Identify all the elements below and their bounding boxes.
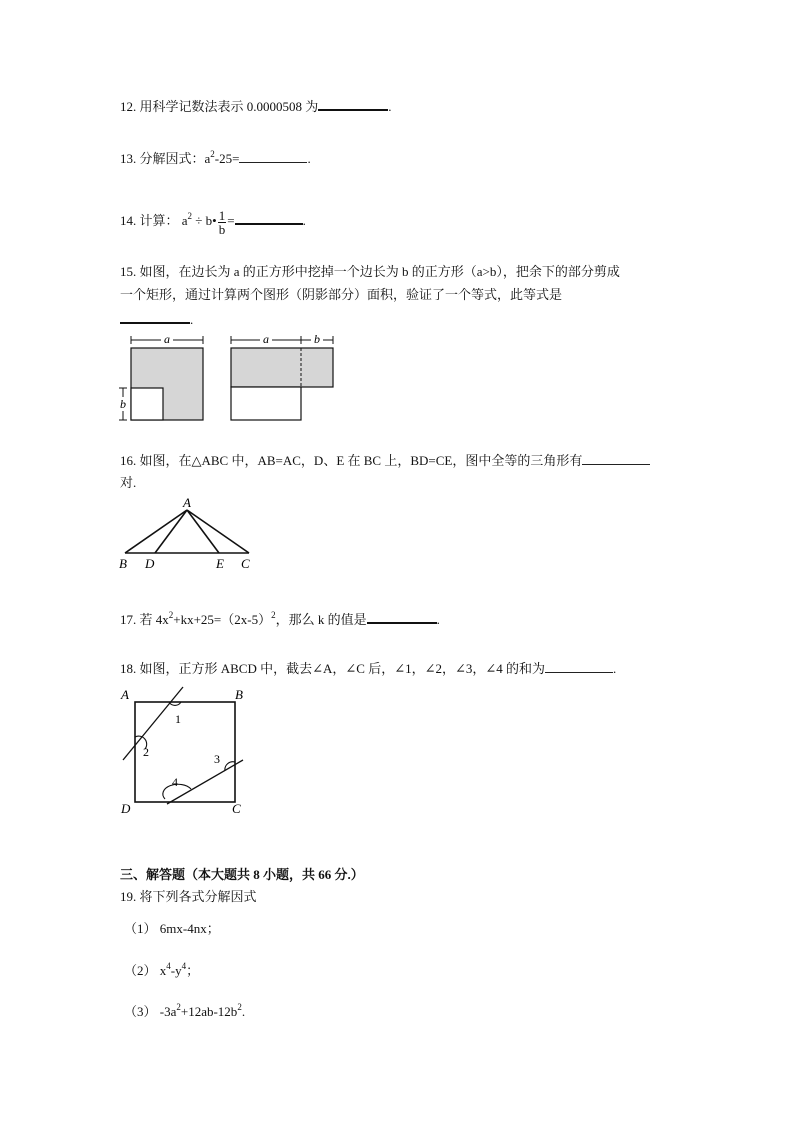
vertex-C: C	[232, 801, 241, 816]
vertex-A: A	[121, 687, 129, 702]
answer-blank[interactable]	[318, 96, 388, 111]
label-a: a	[164, 332, 170, 346]
question-14: 14. 计算： $a^2$ ÷ b• $\frac{1}{b}$ = .	[120, 207, 306, 237]
question-12: 12. 用科学记数法表示 0.0000508 为 .	[120, 96, 392, 116]
question-text: 如图，在△ABC 中，AB=AC，D、E 在 BC 上，BD=CE，图中全等的三角形有	[139, 453, 583, 468]
question-15	[120, 263, 620, 281]
vertex-D: D	[121, 801, 131, 816]
cut-line-C	[167, 760, 243, 804]
point-E: E	[216, 556, 224, 571]
answer-blank[interactable]	[367, 609, 437, 624]
answer-blank[interactable]	[235, 210, 303, 225]
cut-line-A	[123, 687, 183, 760]
answer-blank[interactable]	[545, 659, 613, 673]
angle-1: 1	[175, 712, 181, 726]
question-17: 17. 若 $4x^2+kx+25=(2x-5)^2$，那么 k 的值是 .	[120, 610, 440, 627]
question-16-line2: 对.	[120, 475, 137, 490]
vertex-B: B	[119, 556, 127, 571]
answer-blank[interactable]	[120, 309, 190, 324]
q19-part-1: （1） 6mx-4nx；	[124, 921, 220, 936]
question-number: 18.	[120, 661, 137, 676]
point-D: D	[145, 556, 155, 571]
answer-blank[interactable]	[239, 149, 307, 163]
q19-part-3: （3） $-3a^2+12ab-12b^2$.	[124, 1002, 246, 1019]
question-18: 18. 如图，正方形 ABCD 中，截去∠A，∠C 后，∠1，∠2，∠3，∠4 的和为 .	[120, 661, 617, 676]
question-15-line2: 一个矩形，通过计算两个图形（阴影部分）面积，验证了一个等式，此等式是	[120, 287, 563, 302]
q19-part-2: （2） $x^4-y^4$；	[124, 961, 200, 978]
question-16	[120, 451, 650, 470]
question-15-answer: .	[120, 309, 193, 329]
question-13: 13. 分解因式：$a^2-25=$ .	[120, 149, 311, 166]
question-number: 15.	[120, 264, 137, 279]
section-heading: 三、解答题（本大题共 8 小题，共 66 分.）	[120, 867, 364, 882]
answer-blank[interactable]	[582, 451, 650, 465]
label-b: b	[314, 332, 320, 346]
q18-square-figure	[115, 685, 255, 820]
q15-figure	[115, 330, 345, 425]
question-text: 分解因式：$a^2-25=$	[139, 149, 240, 166]
question-text-line1: 如图，在边长为 a 的正方形中挖掉一个边长为 b 的正方形（a>b），把余下的部分剪成	[139, 264, 620, 279]
label-a: a	[263, 332, 269, 346]
question-text: 若 $4x^2+kx+25=(2x-5)^2$，那么 k 的值是	[139, 610, 367, 627]
question-text: 将下列各式分解因式	[139, 889, 257, 904]
expression: $a^2$ ÷ b• $\frac{1}{b}$ =	[181, 207, 235, 237]
question-19	[120, 888, 257, 906]
vertex-A: A	[183, 495, 191, 510]
angle-2: 2	[143, 745, 149, 759]
angle-4: 4	[172, 775, 178, 789]
rectangle-lower	[231, 387, 301, 420]
q16-triangle-figure	[115, 495, 265, 575]
cut-square	[131, 388, 163, 420]
square-ABCD	[135, 702, 235, 802]
question-number: 16.	[120, 453, 137, 468]
question-number: 13.	[120, 151, 137, 166]
vertex-C: C	[241, 556, 250, 571]
fraction: $\frac{1}{b}$	[218, 207, 226, 237]
question-text: 用科学记数法表示 0.0000508 为	[139, 99, 319, 114]
question-text: 如图，正方形 ABCD 中，截去∠A，∠C 后，∠1，∠2，∠3，∠4 的和为	[139, 661, 546, 676]
angle-3: 3	[214, 752, 220, 766]
vertex-B: B	[235, 687, 243, 702]
question-number: 17.	[120, 612, 137, 627]
question-number: 19.	[120, 889, 137, 904]
question-number: 12.	[120, 99, 137, 114]
question-number: 14.	[120, 213, 137, 228]
label-b: b	[120, 397, 126, 411]
rectangle-shaded	[231, 348, 333, 387]
